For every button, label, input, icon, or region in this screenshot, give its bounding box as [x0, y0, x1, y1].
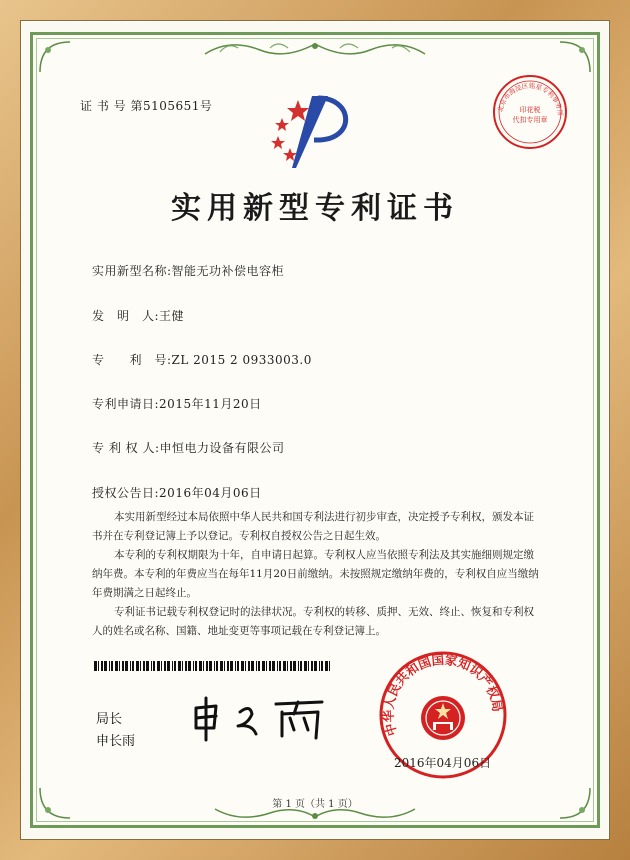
field-value: 申恒电力设备有限公司 [159, 441, 285, 455]
field-label: 专 利 权 人: [92, 441, 160, 455]
barcode-bar [157, 661, 160, 671]
barcode-bar [314, 661, 317, 671]
paragraph-term: 本专利的专利权期限为十年，自申请日起算。专利权人应当依照专利法及其实施细则规定缴纳年费。本专利的年费应当在每年11月20日前缴纳。未按照规定缴纳年费的，专利权自应当缴纳年费期满之日起终止。 [92, 549, 539, 599]
barcode-bar [182, 661, 183, 671]
barcode-bar [283, 661, 286, 671]
field-label: 发 明 人: [92, 309, 160, 323]
certificate-title: 实用新型专利证书 [171, 191, 459, 226]
barcode-bar [167, 661, 170, 671]
barcode-bar [304, 661, 307, 671]
barcode-bar [94, 661, 97, 671]
barcode-bar [266, 661, 267, 671]
barcode-bar [206, 661, 208, 671]
barcode-bar [279, 661, 281, 671]
barcode-bar [111, 661, 113, 671]
field-value: 2016年04月06日 [159, 486, 262, 500]
barcode-bar [132, 661, 134, 671]
certificate-number: 证 书 号 第5105651号 [80, 99, 213, 113]
field-value: 2015年11月20日 [159, 397, 262, 411]
barcode-bar [172, 661, 173, 671]
barcode-bar [199, 661, 202, 671]
barcode-bar [164, 661, 166, 671]
field-value: 智能无功补偿电容柜 [171, 264, 285, 278]
field-row-inventor [92, 307, 184, 324]
field-value: ZL 2015 2 0933003.0 [171, 353, 312, 367]
field-row-name [92, 262, 284, 279]
barcode-bar [224, 661, 225, 671]
barcode-bar [262, 661, 265, 671]
barcode-bar [130, 661, 131, 671]
barcode-bar [290, 661, 292, 671]
barcode-bar [241, 661, 244, 671]
barcode-bar [185, 661, 187, 671]
field-value: 王健 [159, 309, 185, 323]
barcode-bar [178, 661, 181, 671]
barcode-bar [272, 661, 275, 671]
corner-ornament-tl [38, 40, 72, 74]
svg-text:北京市海淀区铭星专利事务所: 北京市海淀区铭星专利事务所 [496, 81, 565, 117]
barcode-bar [146, 661, 149, 671]
field-row-grant-date [92, 484, 262, 501]
svg-text:印花税: 印花税 [519, 106, 541, 114]
barcode-bar [98, 661, 99, 671]
barcode-bar [140, 661, 141, 671]
barcode-bar [151, 661, 152, 671]
barcode-bar [258, 661, 260, 671]
page-footer: 第 1 页（共 1 页） [272, 799, 358, 810]
top-ornament [200, 36, 430, 60]
svg-text:中华人民共和国国家知识产权局: 中华人民共和国国家知识产权局 [380, 651, 506, 738]
barcode-bar [153, 661, 155, 671]
seal-date: 2016年04月06日 [394, 756, 492, 770]
barcode-bar [248, 661, 250, 671]
field-row-patentee [92, 439, 285, 456]
barcode-bar [174, 661, 176, 671]
barcode-bar [122, 661, 124, 671]
field-row-filing-date [92, 395, 262, 412]
corner-ornament-tr [558, 40, 592, 74]
paragraph-grant: 本实用新型经过本局依照中华人民共和国专利法进行初步审查，决定授予专利权，颁发本证书并在专利登记簿上予以登记。专利权自授权公告之日起生效。 [92, 511, 534, 542]
barcode-bar [287, 661, 288, 671]
barcode-bar [298, 661, 299, 671]
barcode-bar [161, 661, 162, 671]
barcode-bar [277, 661, 278, 671]
barcode-bar [308, 661, 309, 671]
barcode-bar [216, 661, 218, 671]
barcode-bar [136, 661, 139, 671]
agency-stamp [490, 72, 570, 152]
barcode-bar [325, 661, 328, 671]
field-label: 专利申请日: [92, 397, 160, 411]
barcode-bar [203, 661, 204, 671]
barcode-bar [188, 661, 191, 671]
barcode-bar [143, 661, 145, 671]
barcode-bar [104, 661, 107, 671]
barcode-bar [319, 661, 320, 671]
barcode-bar [101, 661, 103, 671]
barcode-bar [119, 661, 120, 671]
barcode-bar [220, 661, 223, 671]
signature-title: 局长 [96, 712, 123, 727]
barcode-bar [237, 661, 239, 671]
barcode-bar [125, 661, 128, 671]
barcode-bar [251, 661, 254, 671]
barcode-bar [321, 661, 323, 671]
field-row-patent-number [92, 351, 312, 368]
paragraph-register: 专利证书记载专利权登记时的法律状况。专利权的转移、质押、无效、终止、恢复和专利权人的姓名或名称、国籍、地址变更等事项记载在专利登记簿上。 [92, 606, 534, 637]
patent-office-logo [268, 90, 358, 170]
svg-text:代扣专用章: 代扣专用章 [512, 116, 548, 124]
barcode-bar [245, 661, 246, 671]
barcode [94, 661, 334, 671]
barcode-bar [109, 661, 110, 671]
barcode-bar [329, 661, 330, 671]
barcode-bar [269, 661, 271, 671]
barcode-bar [115, 661, 118, 671]
barcode-bar [214, 661, 215, 671]
barcode-bar [311, 661, 313, 671]
barcode-bar [256, 661, 257, 671]
field-label: 专 利 号: [92, 353, 172, 367]
handwritten-signature [190, 694, 330, 744]
field-label: 授权公告日: [92, 486, 160, 500]
barcode-bar [293, 661, 296, 671]
barcode-bar [209, 661, 212, 671]
barcode-bar [230, 661, 233, 671]
signature-name: 申长雨 [96, 734, 136, 749]
barcode-bar [227, 661, 229, 671]
field-label: 实用新型名称: [92, 264, 172, 278]
barcode-bar [193, 661, 194, 671]
barcode-bar [195, 661, 197, 671]
barcode-bar [235, 661, 236, 671]
barcode-bar [300, 661, 302, 671]
